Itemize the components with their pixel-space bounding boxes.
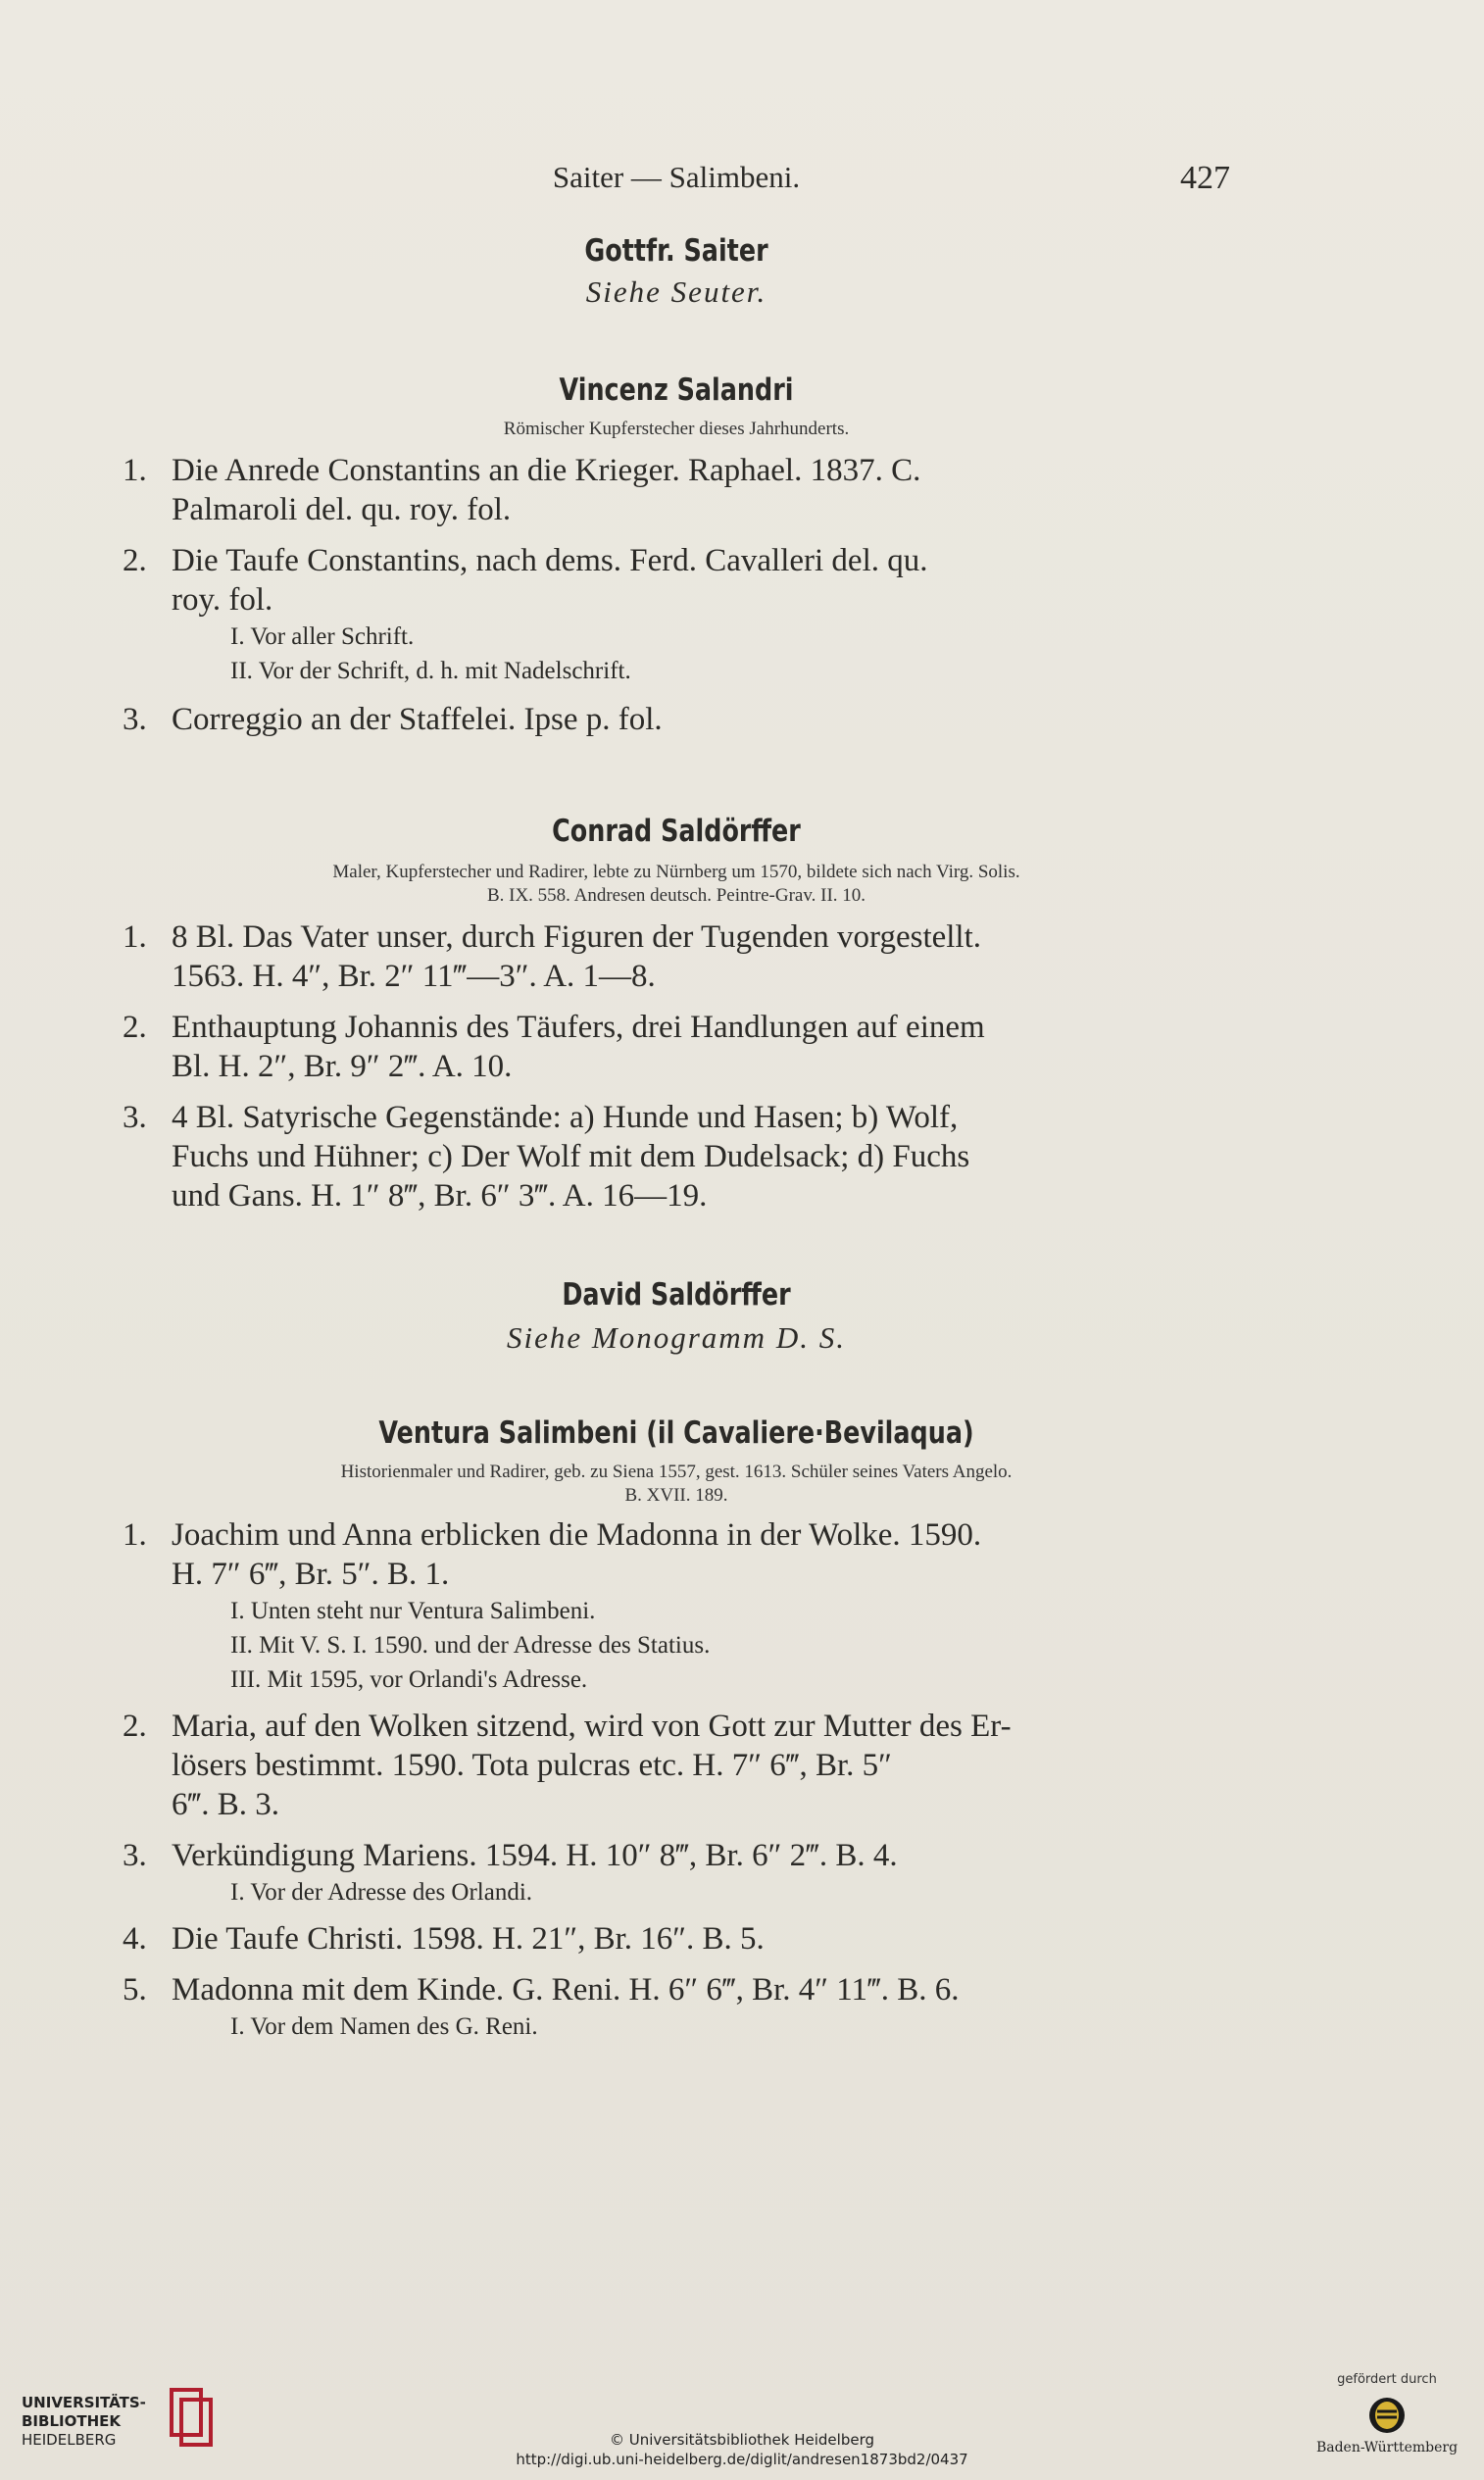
sub-item: I. Vor der Adresse des Orlandi. — [230, 1879, 533, 1906]
entry-name: Vincenz Salandri — [559, 372, 794, 408]
entry-salimbeni — [123, 1415, 1230, 2044]
list-item: 2. Enthauptung Johannis des Täufers, drei Handlungen auf einem Bl. H. 2″, Br. 9″ 2‴. A. 10. — [123, 1010, 985, 1084]
running-header — [123, 160, 1230, 205]
list-item: 4. Die Taufe Christi. 1598. H. 21″, Br. 16″. B. 5. — [123, 1921, 765, 1957]
sponsor-name: Baden-Württemberg — [1315, 2440, 1459, 2455]
entry-name: Conrad Saldörffer — [552, 814, 801, 849]
see-reference: Siehe Monogramm D. S. — [507, 1320, 846, 1355]
sub-item: I. Unten steht nur Ventura Salimbeni. — [230, 1598, 596, 1624]
entry-david-saldorffer — [123, 1277, 1230, 1356]
list-item: 1. 8 Bl. Das Vater unser, durch Figuren der Tugenden vorgestellt. 1563. H. 4″, Br. 2″ 11‴—3″. A. 1—8. — [123, 919, 982, 994]
page-number: 427 — [1180, 160, 1230, 196]
list-item: 3. Correggio an der Staffelei. Ipse p. fol. — [123, 702, 663, 737]
coat-of-arms-icon — [1367, 2396, 1407, 2435]
entry-salandri — [123, 372, 1230, 739]
sub-item: II. Vor der Schrift, d. h. mit Nadelschrift. — [230, 658, 631, 684]
library-name: UNIVERSITÄTS- BIBLIOTHEK HEIDELBERG — [22, 2394, 146, 2449]
list-item: 1. Joachim und Anna erblicken die Madonna in der Wolke. 1590. H. 7″ 6‴, Br. 5″. B. 1. — [123, 1517, 982, 1592]
see-reference: Siehe Seuter. — [585, 274, 767, 309]
entry-bio: Maler, Kupferstecher und Radirer, lebte zu Nürnberg um 1570, bildete sich nach Virg. Solis. B. IX. 558. Andresen deutsch. Peintre-Grav. II. 10. — [332, 862, 1020, 906]
list-item: 3. Verkündigung Mariens. 1594. H. 10″ 8‴, Br. 6″ 2‴. B. 4. — [123, 1838, 898, 1873]
entry-saiter — [123, 233, 1230, 310]
list-item: 2. Maria, auf den Wolken sitzend, wird von Gott zur Mutter des Er- lösers bestimmt. 1590. Tota pulcras etc. H. 7″ 6‴, Br. 5″ 6‴. B. 3. — [123, 1709, 1012, 1822]
entry-bio: Historienmaler und Radirer, geb. zu Siena 1557, gest. 1613. Schüler seines Vaters Angelo. B. XVII. 189. — [340, 1462, 1013, 1506]
entry-name: David Saldörffer — [562, 1277, 791, 1313]
sub-item: III. Mit 1595, vor Orlandi's Adresse. — [230, 1666, 588, 1693]
list-item: 5. Madonna mit dem Kinde. G. Reni. H. 6″ 6‴, Br. 4″ 11‴. B. 6. — [123, 1972, 960, 2008]
entry-bio: Römischer Kupferstecher dieses Jahrhunderts. — [503, 419, 850, 439]
entry-name: Ventura Salimbeni (il Cavaliere·Bevilaqua) — [378, 1415, 974, 1451]
copyright-text: © Universitätsbibliothek Heidelberg — [609, 2431, 874, 2449]
running-title: Saiter — Salimbeni. — [552, 160, 801, 194]
list-item: 2. Die Taufe Constantins, nach dems. Ferd. Cavalleri del. qu. roy. fol. — [123, 543, 928, 618]
sub-item: I. Vor dem Namen des G. Reni. — [230, 2013, 538, 2040]
sub-item: II. Mit V. S. I. 1590. und der Adresse des Statius. — [230, 1632, 711, 1659]
footer-copyright — [0, 2430, 1484, 2469]
list-item: 3. 4 Bl. Satyrische Gegenstände: a) Hunde und Hasen; b) Wolf, Fuchs und Hühner; c) Der Wolf mit dem Dudelsack; d) Fuchs und Gans. H. 1″ 8‴, Br. 6″ 3‴. A. 16—19. — [123, 1100, 970, 1214]
entry-name: Gottfr. Saiter — [584, 233, 768, 269]
list-item: 1. Die Anrede Constantins an die Krieger. Raphael. 1837. C. Palmaroli del. qu. roy. fol. — [123, 453, 921, 527]
sponsor-label: gefördert durch — [1337, 2372, 1437, 2387]
entry-conrad-saldorffer — [123, 814, 1230, 1215]
permalink[interactable]: http://digi.ub.uni-heidelberg.de/diglit/andresen1873bd2/0437 — [516, 2451, 968, 2468]
sub-item: I. Vor aller Schrift. — [230, 623, 415, 650]
sponsor-block — [1304, 2372, 1470, 2455]
